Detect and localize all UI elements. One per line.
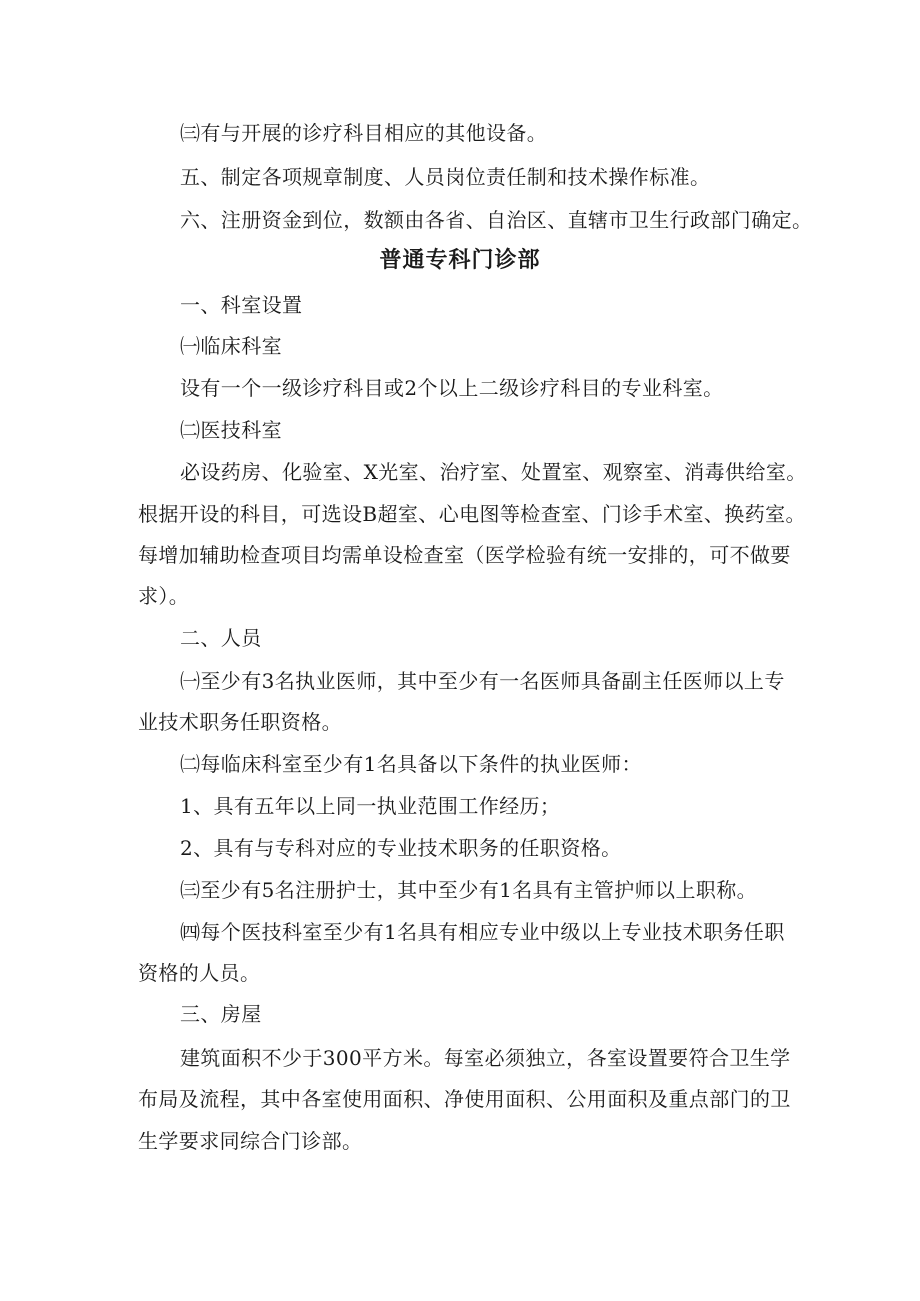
heading-building: 三、房屋 xyxy=(180,1002,262,1026)
heading-clinical-departments: ㈠临床科室 xyxy=(180,334,282,358)
heading-department-setup: 一、科室设置 xyxy=(180,293,303,317)
paragraph-staff-item2: ㈡每临床科室至少有1名具备以下条件的执业医师： xyxy=(180,752,642,776)
heading-staff: 二、人员 xyxy=(180,626,262,650)
paragraph-staff-item1-line: ㈠至少有3名执业医师，其中至少有一名医师具备副主任医师以上专 xyxy=(180,669,785,693)
paragraph-other-equipment: ㈢有与开展的诊疗科目相应的其他设备。 xyxy=(180,121,548,145)
paragraph-clinical-departments: 设有一个一级诊疗科目或2个以上二级诊疗科目的专业科室。 xyxy=(180,376,724,400)
paragraph-medtech-line: 根据开设的科目，可选设B超室、心电图等检查室、门诊手术室、换药室。 xyxy=(138,502,806,526)
paragraph-staff-item2-sub2: 2、具有与专科对应的专业技术职务的任职资格。 xyxy=(180,836,622,860)
paragraph-building-line: 生学要求同综合门诊部。 xyxy=(138,1129,363,1153)
paragraph-staff-item1-line: 业技术职务任职资格。 xyxy=(138,710,342,734)
paragraph-staff-item4-line: 资格的人员。 xyxy=(138,961,261,985)
paragraph-staff-item3: ㈢至少有5名注册护士，其中至少有1名具有主管护师以上职称。 xyxy=(180,878,758,902)
section-title: 普通专科门诊部 xyxy=(379,248,541,273)
paragraph-staff-item4-line: ㈣每个医技科室至少有1名具有相应专业中级以上专业技术职务任职 xyxy=(180,920,785,944)
paragraph-medtech-line: 必设药房、化验室、X光室、治疗室、处置室、观察室、消毒供给室。 xyxy=(180,460,807,484)
paragraph-rules-standards: 五、制定各项规章制度、人员岗位责任制和技术操作标准。 xyxy=(180,165,711,189)
paragraph-medtech-line: 每增加辅助检查项目均需单设检查室（医学检验有统一安排的，可不做要 xyxy=(138,543,791,567)
paragraph-medtech-line: 求）。 xyxy=(138,584,190,608)
paragraph-building-line: 布局及流程，其中各室使用面积、净使用面积、公用面积及重点部门的卫 xyxy=(138,1087,791,1111)
heading-medtech-departments: ㈡医技科室 xyxy=(180,418,282,442)
paragraph-registered-capital: 六、注册资金到位，数额由各省、自治区、直辖市卫生行政部门确定。 xyxy=(180,208,813,232)
paragraph-staff-item2-sub1: 1、具有五年以上同一执业范围工作经历； xyxy=(180,794,561,818)
paragraph-building-line: 建筑面积不少于300平方米。每室必须独立，各室设置要符合卫生学 xyxy=(180,1046,791,1070)
